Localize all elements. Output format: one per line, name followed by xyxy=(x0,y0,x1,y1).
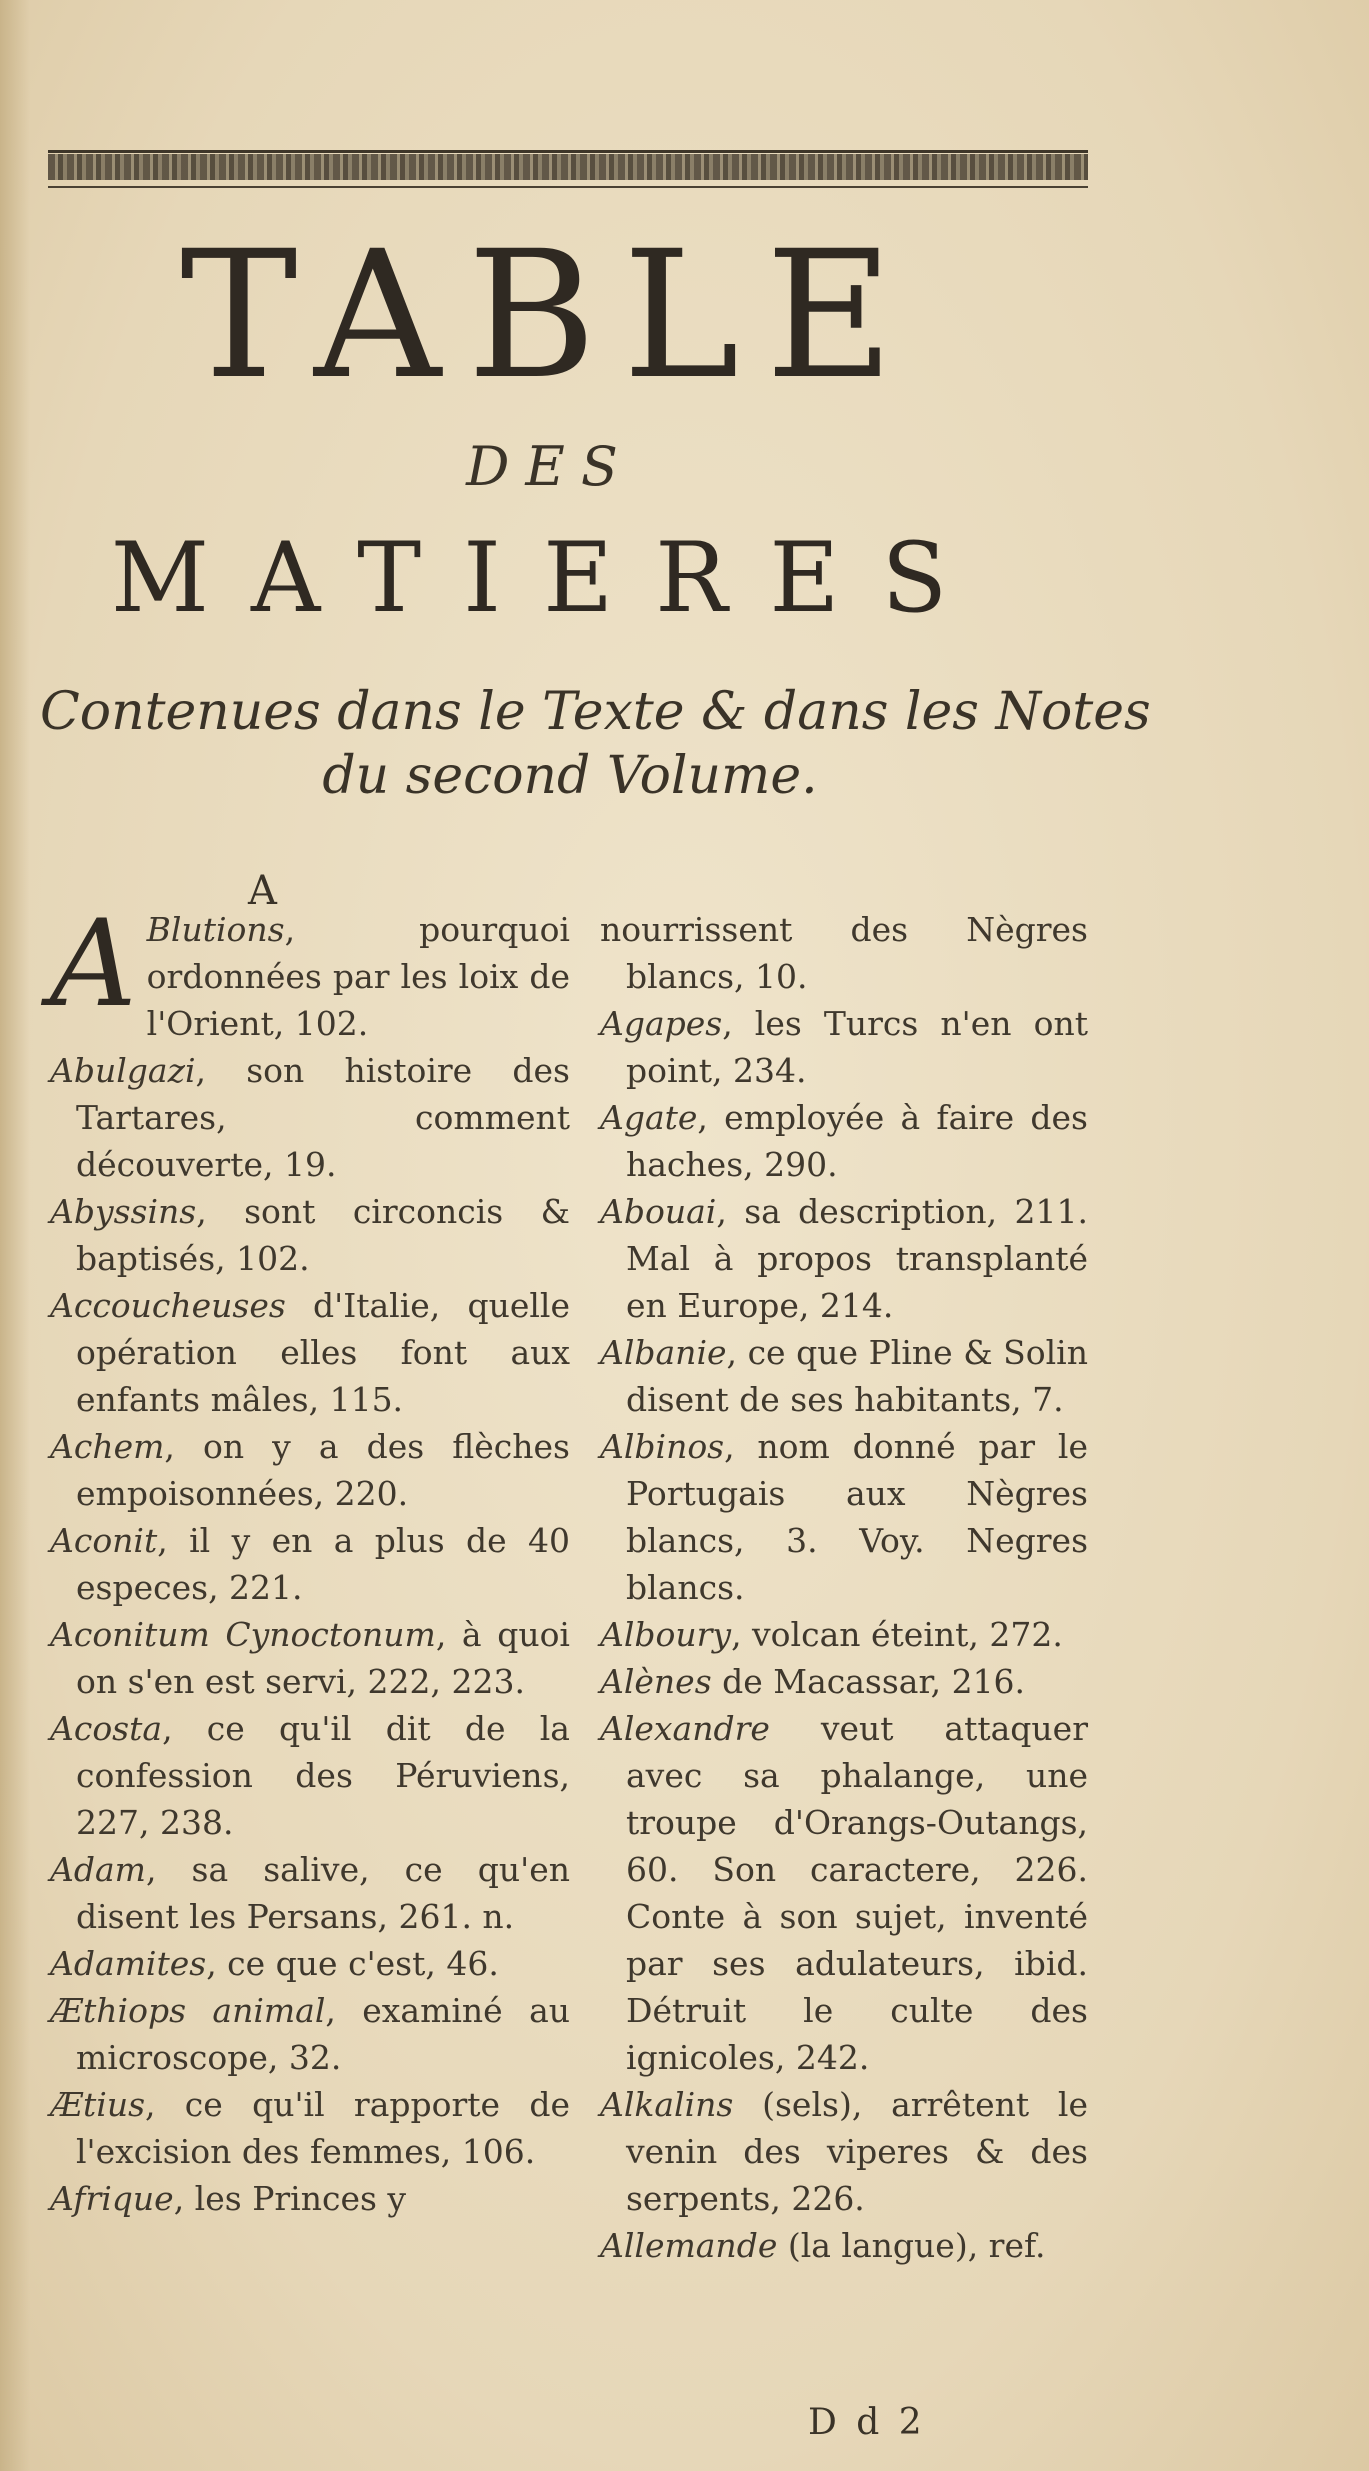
entry-text: , à quoi on s'en est servi, 222, 223. xyxy=(76,1615,570,1701)
index-entry xyxy=(50,2081,570,2175)
title-des: DES xyxy=(466,435,634,498)
index-entry xyxy=(600,1611,1088,1658)
entry-headword: Aconit xyxy=(50,1521,158,1560)
ornament-rule-top xyxy=(48,150,1088,153)
index-entry xyxy=(50,1705,570,1846)
entry-headword: Abouai xyxy=(600,1192,717,1231)
index-entry xyxy=(600,2222,1088,2269)
entry-text: , son histoire des Tartares, comment découverte, 19. xyxy=(76,1051,570,1184)
drop-cap: A xyxy=(50,895,137,1034)
entry-text: , ce qu'il dit de la confession des Péruviens, 227, 238. xyxy=(76,1709,570,1842)
index-entry xyxy=(600,1423,1088,1611)
entry-text: , sa description, 211. Mal à propos transplanté en Europe, 214. xyxy=(626,1192,1088,1325)
entry-headword: Ætius xyxy=(50,2085,146,2124)
index-entry xyxy=(50,1611,570,1705)
index-entry xyxy=(600,1188,1088,1329)
index-entry xyxy=(600,1705,1088,2081)
subtitle-line-2: du second Volume. xyxy=(322,746,818,806)
index-entry xyxy=(600,1094,1088,1188)
entry-headword: Acosta xyxy=(50,1709,163,1748)
entry-headword: Abyssins xyxy=(50,1192,197,1231)
entry-headword: Blutions xyxy=(146,910,285,949)
header-ornament xyxy=(48,150,1088,196)
index-entry xyxy=(50,1846,570,1940)
entry-headword: Æthiops animal xyxy=(50,1991,326,2030)
entry-headword: Adamites xyxy=(50,1944,207,1983)
entry-headword: Aconitum Cynoctonum xyxy=(50,1615,436,1654)
index-entry xyxy=(600,1329,1088,1423)
index-entry xyxy=(50,1188,570,1282)
entry-headword: Alènes xyxy=(600,1662,712,1701)
entry-text: , employée à faire des haches, 290. xyxy=(626,1098,1088,1184)
index-entry xyxy=(600,1658,1088,1705)
entry-text: veut attaquer avec sa phalange, une troupe d'Orangs-Outangs, 60. Son caractere, 226. Conte à son sujet, inventé par ses adulateurs, ibid. Détruit le culte des ignicoles, 242. xyxy=(626,1709,1088,2077)
entry-text: (sels), arrêtent le venin des viperes & des serpents, 226. xyxy=(626,2085,1088,2218)
entry-text: d'Italie, quelle opération elles font aux enfants mâles, 115. xyxy=(76,1286,570,1419)
entry-headword: Adam xyxy=(50,1850,146,1889)
section-letter: A xyxy=(248,868,277,914)
index-entry xyxy=(50,1047,570,1188)
index-entry xyxy=(600,1000,1088,1094)
entry-headword: Agate xyxy=(600,1098,698,1137)
entry-text: , les Turcs n'en ont point, 234. xyxy=(626,1004,1088,1090)
entry-headword: Alexandre xyxy=(600,1709,770,1748)
index-column-right xyxy=(600,906,1088,2269)
index-entry xyxy=(50,1423,570,1517)
index-entry xyxy=(600,906,1088,1000)
entry-headword: Accoucheuses xyxy=(50,1286,286,1325)
index-entry xyxy=(50,895,570,1047)
index-entry xyxy=(50,1517,570,1611)
index-entry xyxy=(600,2081,1088,2222)
entry-text: , volcan éteint, 272. xyxy=(731,1615,1063,1654)
entry-text: , nom donné par le Portugais aux Nègres blancs, 3. Voy. Negres blancs. xyxy=(626,1427,1088,1607)
entry-headword: Alboury xyxy=(600,1615,732,1654)
entry-text: nourrissent des Nègres blancs, 10. xyxy=(600,910,1088,996)
entry-text: , pourquoi ordonnées par les loix de l'Orient, 102. xyxy=(146,910,570,1043)
entry-text: , sa salive, ce qu'en disent les Persans, 261. n. xyxy=(76,1850,570,1936)
entry-headword: Abulgazi xyxy=(50,1051,196,1090)
title-matieres: MATIERES xyxy=(110,522,990,634)
index-entry xyxy=(50,1940,570,1987)
entry-headword: Albanie xyxy=(600,1333,727,1372)
entry-text: , on y a des flèches empoisonnées, 220. xyxy=(76,1427,570,1513)
subtitle xyxy=(40,680,1151,808)
ornament-rule-bottom xyxy=(48,186,1088,188)
entry-text: , examiné au microscope, 32. xyxy=(76,1991,570,2077)
entry-headword: Achem xyxy=(50,1427,165,1466)
page-title: TABLE xyxy=(180,213,920,418)
entry-text: , il y en a plus de 40 especes, 221. xyxy=(76,1521,570,1607)
entry-headword: Afrique xyxy=(50,2179,174,2218)
entry-headword: Albinos xyxy=(600,1427,725,1466)
entry-text: de Macassar, 216. xyxy=(711,1662,1026,1701)
index-column-left xyxy=(50,895,570,2222)
entry-text: , ce que c'est, 46. xyxy=(206,1944,499,1983)
entry-text: , ce que Pline & Solin disent de ses habitants, 7. xyxy=(626,1333,1088,1419)
entry-headword: Alkalins xyxy=(600,2085,734,2124)
entry-headword: Allemande xyxy=(600,2226,778,2265)
entry-text: , sont circoncis & baptisés, 102. xyxy=(76,1192,570,1278)
entry-text: (la langue), ref. xyxy=(777,2226,1046,2265)
index-entry xyxy=(50,1987,570,2081)
entry-text: , les Princes y xyxy=(173,2179,407,2218)
signature-mark: D d 2 xyxy=(808,2402,926,2443)
subtitle-line-1: Contenues dans le Texte & dans les Notes xyxy=(40,682,1151,742)
index-entry xyxy=(50,2175,570,2222)
index-entry xyxy=(50,1282,570,1423)
entry-headword: Agapes xyxy=(600,1004,723,1043)
ornament-band xyxy=(48,154,1088,180)
entry-text: , ce qu'il rapporte de l'excision des femmes, 106. xyxy=(76,2085,570,2171)
